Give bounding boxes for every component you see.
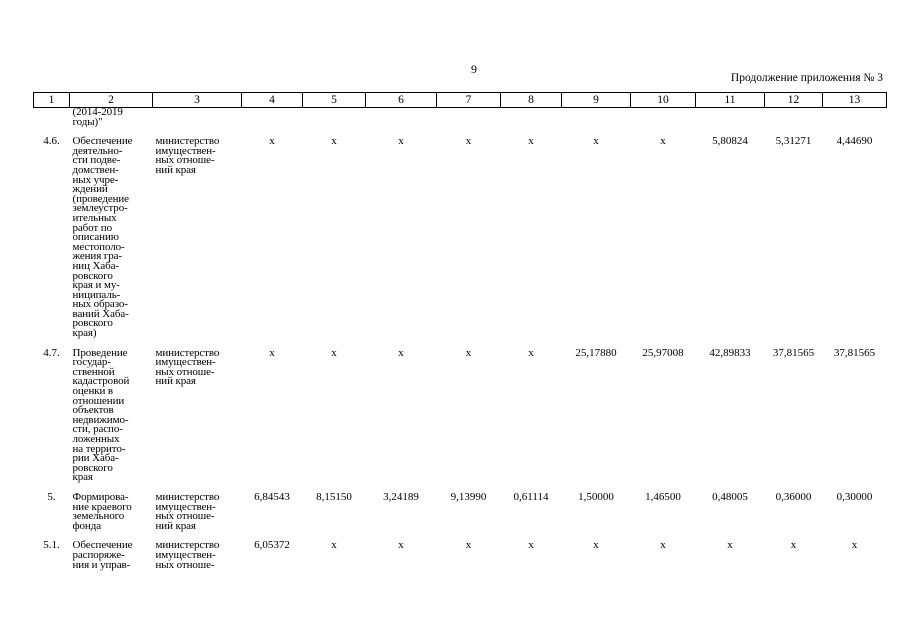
activity-name-line: ных учре-	[72, 173, 119, 186]
activity-name	[70, 137, 153, 338]
value-cell: 37,81565	[772, 346, 815, 359]
activity-name-line: недвижимо-	[72, 413, 129, 426]
column-header: 9	[562, 93, 631, 108]
row-number: 4.6.	[43, 135, 60, 148]
activity-name	[70, 490, 153, 532]
activity-name-line: ждений	[72, 183, 108, 196]
activity-name-line: домствен-	[72, 163, 119, 176]
row-number: 4.7.	[43, 346, 60, 359]
value-cell: x	[465, 135, 472, 148]
executor-line: министерство	[155, 135, 220, 148]
value-cell: 6,84543	[254, 490, 290, 503]
value-cell: 8,15150	[316, 490, 352, 503]
value-cell: x	[398, 135, 404, 148]
executor-line: имуществен-	[155, 356, 216, 369]
activity-name-line: оценки в	[72, 385, 114, 398]
column-number-header	[34, 93, 887, 108]
value-cell: x	[331, 346, 337, 359]
activity-name	[70, 346, 153, 484]
value-cell: 9,13990	[450, 490, 487, 503]
executor-line: ных отноше-	[155, 558, 215, 571]
column-header: 7	[437, 93, 501, 108]
activity-name-line: объектов	[72, 404, 114, 417]
activity-name-line: Обеспечение	[72, 539, 133, 552]
activity-name-line: края)	[72, 327, 97, 340]
fragment-line: (2014-2019	[72, 106, 123, 118]
column-header: 4	[242, 93, 303, 108]
value-cell: 42,89833	[709, 346, 751, 359]
value-cell: x	[851, 539, 858, 552]
column-header: 12	[765, 93, 823, 108]
executor-line: министерство	[155, 490, 220, 503]
activity-name-line: ложенных	[72, 433, 120, 445]
activity-name-line: ровского	[72, 269, 113, 282]
value-cell: x	[528, 135, 534, 148]
activity-name-line: земельного	[72, 510, 125, 523]
value-cell: 0,30000	[836, 490, 873, 503]
executor-line: имуществен-	[155, 144, 216, 157]
executor-line: имуществен-	[155, 548, 216, 561]
value-cell: 37,81565	[833, 346, 876, 359]
table-row	[34, 541, 887, 570]
continued-fragment	[70, 108, 153, 128]
activity-name-line: ниц Хаба-	[72, 259, 119, 272]
activity-name-line: ных образо-	[72, 298, 128, 311]
value-cell: 25,97008	[642, 346, 684, 359]
value-cell: 5,80824	[712, 135, 748, 148]
activity-name-line: сти, распо-	[72, 423, 123, 436]
value-cell: 6,05372	[254, 539, 290, 552]
activity-name-line: Обеспечение	[72, 135, 133, 148]
activity-name-line: распоряже-	[72, 548, 125, 561]
column-header: 6	[366, 93, 437, 108]
value-cell: x	[269, 346, 275, 359]
budget-table	[33, 92, 887, 570]
executor-line: ний края	[155, 163, 196, 176]
activity-name-line: ние краевого	[72, 500, 132, 513]
column-header: 13	[823, 93, 887, 108]
activity-name-line: ниципаль-	[72, 288, 121, 301]
activity-name	[70, 541, 153, 570]
activity-name-line: работ по	[72, 221, 112, 234]
executor	[153, 541, 242, 570]
value-cell: x	[727, 539, 733, 552]
fragment-line: годы)"	[72, 115, 103, 128]
value-cell: 1,46500	[645, 490, 681, 503]
executor-line: ний края	[155, 375, 196, 388]
activity-name-line: края	[72, 471, 93, 484]
value-cell: x	[790, 539, 797, 552]
page-number: 9	[471, 62, 477, 76]
value-cell: x	[528, 346, 534, 359]
column-header: 5	[303, 93, 366, 108]
activity-name-line: ровского	[72, 317, 113, 330]
table-row	[34, 137, 887, 338]
value-cell: x	[660, 135, 666, 148]
executor-line: ных отноше-	[155, 154, 215, 167]
activity-name-line: фонда	[72, 519, 101, 532]
continuation-label: Продолжение приложения № 3	[730, 72, 883, 84]
value-cell: x	[528, 539, 534, 552]
activity-name-line: Формирова-	[72, 490, 129, 503]
activity-name-line: описанию	[72, 231, 119, 244]
value-cell: x	[465, 346, 472, 359]
table-row	[34, 349, 887, 483]
activity-name-line: ительных	[72, 211, 117, 224]
executor-line: ний края	[155, 519, 196, 532]
table-row	[34, 493, 887, 531]
activity-name-line: отношении	[72, 394, 125, 407]
activity-name-line: края и му-	[72, 279, 120, 292]
activity-name-line: ственной	[72, 365, 115, 378]
activity-name-line: рии Хаба-	[72, 452, 119, 465]
value-cell: 0,36000	[775, 490, 812, 503]
value-cell: 0,61114	[513, 490, 549, 503]
value-cell: x	[593, 539, 599, 552]
value-cell: x	[465, 539, 472, 552]
value-cell: 5,31271	[775, 135, 812, 148]
continued-fragment-row	[34, 108, 887, 128]
value-cell: x	[660, 539, 666, 552]
value-cell: 1,50000	[578, 490, 614, 503]
activity-name-line: государ-	[72, 356, 111, 369]
activity-name-line: на террито-	[72, 442, 126, 455]
activity-name-line: Проведение	[72, 346, 128, 359]
column-header: 2	[70, 93, 153, 108]
column-header: 10	[631, 93, 696, 108]
column-header: 11	[696, 93, 765, 108]
column-header: 8	[501, 93, 562, 108]
value-cell: x	[398, 346, 404, 359]
column-header: 3	[153, 93, 242, 108]
activity-name-line: ния и управ-	[72, 558, 131, 571]
value-cell: 4,44690	[836, 135, 873, 148]
row-number: 5.1.	[43, 539, 60, 552]
executor-line: министерство	[155, 346, 220, 359]
executor-line: имуществен-	[155, 500, 216, 513]
executor-line: ных отноше-	[155, 365, 215, 378]
value-cell: x	[331, 539, 337, 552]
executor	[153, 346, 242, 483]
value-cell: x	[593, 135, 599, 148]
value-cell: 0,48005	[712, 490, 748, 503]
executor-line: ных отноше-	[155, 510, 215, 523]
executor	[153, 137, 242, 338]
activity-name-line: жения гра-	[72, 250, 122, 263]
activity-name-line: местополо-	[72, 240, 125, 253]
value-cell: 25,17880	[575, 346, 617, 359]
executor-line: министерство	[155, 539, 220, 552]
activity-name-line: ваний Хаба-	[72, 307, 129, 320]
value-cell: x	[398, 539, 404, 552]
activity-name-line: деятельно-	[72, 144, 123, 157]
activity-name-line: кадастровой	[72, 375, 130, 388]
value-cell: x	[269, 135, 275, 148]
activity-name-line: сти подве-	[72, 154, 121, 167]
row-number: 5.	[47, 490, 56, 503]
activity-name-line: ровского	[72, 461, 113, 474]
column-header: 1	[34, 93, 70, 108]
value-cell: 3,24189	[383, 490, 419, 503]
activity-name-line: (проведение	[72, 192, 129, 205]
value-cell: x	[331, 135, 337, 148]
activity-name-line: землеустро-	[72, 202, 128, 215]
executor	[153, 490, 242, 532]
